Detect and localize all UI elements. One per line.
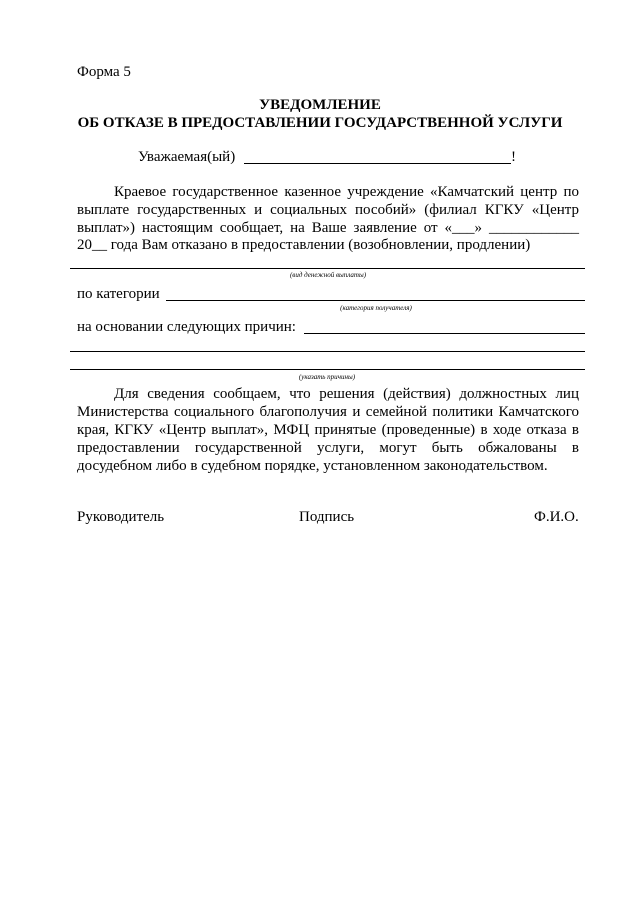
document-subtitle: ОБ ОТКАЗЕ В ПРЕДОСТАВЛЕНИИ ГОСУДАРСТВЕННОЙ УСЛУГИ [77,115,563,131]
reasons-line-3[interactable] [70,369,585,370]
recipient-category-line[interactable] [166,300,585,301]
payment-type-caption: (вид денежной выплаты) [289,271,367,279]
paragraph2-line3: края, КГКУ «Центр выплат», МФЦ принятые (проведенные) в ходе отказа в [77,422,579,438]
recipient-category-caption: (категория получателя) [340,304,412,312]
reasons-label: на основании следующих причин: [77,319,296,335]
addressee-name-line[interactable] [244,163,511,164]
signature-sign-label: Подпись [299,509,355,525]
signature-head-label: Руководитель [77,509,165,525]
greeting-exclamation: ! [511,149,516,165]
reasons-caption: (указать причины) [298,373,356,381]
paragraph1-line1: Краевое государственное казенное учреждение «Камчатский центр по [114,184,579,200]
paragraph1-line2: выплате государственных и социальных пособий» (филиал КГКУ «Центр [77,202,579,218]
paragraph1-line4: 20__ года Вам отказано в предоставлении (возобновлении, продлении) [77,237,531,253]
reasons-line-2[interactable] [70,351,585,352]
signature-name-label: Ф.И.О. [534,509,579,525]
form-number: Форма 5 [77,64,131,80]
paragraph2-line5: досудебном либо в судебном порядке, установленном законодательством. [77,458,548,474]
paragraph2-line4: предоставлении государственной услуги, могут быть обжалованы в [77,440,579,456]
greeting-salutation: Уважаемая(ый) [138,149,236,165]
paragraph2-line2: Министерства социального благополучия и семейной политики Камчатского [77,404,579,420]
document-title: УВЕДОМЛЕНИЕ [259,97,381,113]
category-label: по категории [77,286,160,302]
paragraph1-line3: выплат») настоящим сообщает, на Ваше заявление от «___» ____________ [77,220,579,236]
paragraph2-line1: Для сведения сообщаем, что решения (действия) должностных лиц [114,386,579,402]
payment-type-line[interactable] [70,268,585,269]
reasons-line-1[interactable] [304,333,585,334]
